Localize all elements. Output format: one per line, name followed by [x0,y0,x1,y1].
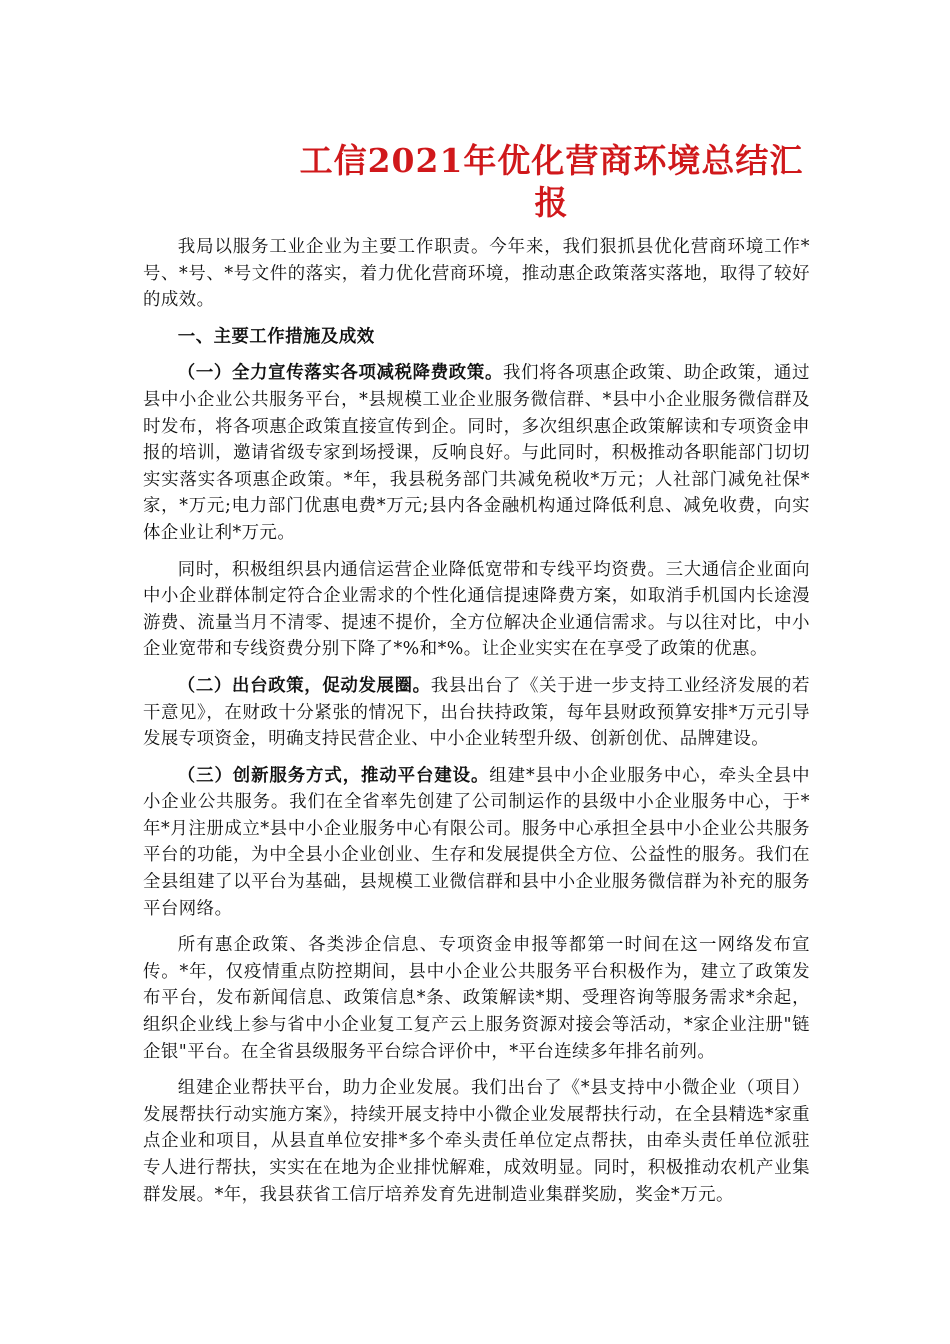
item3-paragraph-2: 所有惠企政策、各类涉企信息、专项资金申报等都第一时间在这一网络发布宣传。*年，仅疫情重点防控期间，县中小企业公共服务平台积极作为，建立了政策发布平台，发布新闻信息、政策信息*条、政策解读*期、受理咨询等服务需求*余起，组织企业线上参与省中小企业复工复产云上服务资源对接会等活动，*家企业注册"链企银"平台。在全省县级服务平台综合评价中，*平台连续多年排名前列。 [143,935,810,1062]
item3-body: 组建*县中小企业服务中心，牵头全县中小企业公共服务。我们在全省率先创建了公司制运作的县级中小企业服务中心，于*年*月注册成立*县中小企业服务中心有限公司。服务中心承担全县中小企业公共服务平台的功能，为中全县小企业创业、生存和发展提供全方位、公益性的服务。我们在全县组建了以平台为基础，县规模工业微信群和县中小企业服务微信群为补充的服务平台网络。 [143,765,810,919]
section-heading: 一、主要工作措施及成效 [177,326,375,347]
item1-lead: （一）全力宣传落实各项减税降费政策。 [177,363,504,384]
item2-lead: （二）出台政策，促动发展圈。 [177,675,431,696]
document-title: 工信2021年优化营商环境总结汇报 [299,141,804,222]
item2-paragraph [143,673,810,753]
item2-body: 我县出台了《关于进一步支持工业经济发展的若干意见》，在财政十分紧张的情况下，出台扶持政策，每年县财政预算安排*万元引导发展专项资金，明确支持民营企业、中小企业转型升级、创新创优、品牌建设。 [143,675,810,750]
item1-paragraph [143,360,810,546]
item3-paragraph [143,763,810,923]
document-page [143,140,810,1218]
item3-lead: （三）创新服务方式，推动平台建设。 [177,765,490,786]
item3-paragraph-3: 组建企业帮扶平台，助力企业发展。我们出台了《*县支持中小微企业（项目）发展帮扶行动实施方案》，持续开展支持中小微企业发展帮扶行动，在全县精选*家重点企业和项目，从县直单位安排*多个牵头责任单位定点帮扶，由牵头责任单位派驻专人进行帮扶，实实在在地为企业排忧解难，成效明显。同时，积极推动农机产业集群发展。*年，我县获省工信厅培养发育先进制造业集群奖励，奖金*万元。 [143,1078,810,1205]
item1-body: 我们将各项惠企政策、助企政策，通过县中小企业公共服务平台，*县规模工业企业服务微信群、*县中小企业服务微信群及时发布，将各项惠企政策直接宣传到企。同时，多次组织惠企政策解读和专项资金申报的培训，邀请省级专家到场授课，反响良好。与此同时，积极推动各职能部门切切实实落实各项惠企政策。*年，我县税务部门共减免税收*万元；人社部门减免社保*家，*万元;电力部门优惠电费*万元;县内各金融机构通过降低利息、减免收费，向实体企业让利*万元。 [143,363,810,543]
item1-paragraph-2: 同时，积极组织县内通信运营企业降低宽带和专线平均资费。三大通信企业面向中小企业群体制定符合企业需求的个性化通信提速降费方案，如取消手机国内长途漫游费、流量当月不清零、提速不提价，全方位解决企业通信需求。与以往对比，中小企业宽带和专线资费分别下降了*%和*%。让企业实实在在享受了政策的优惠。 [143,559,810,660]
intro-paragraph: 我局以服务工业企业为主要工作职责。今年来，我们狠抓县优化营商环境工作*号、*号、*号文件的落实，着力优化营商环境，推动惠企政策落实落地，取得了较好的成效。 [143,237,810,311]
